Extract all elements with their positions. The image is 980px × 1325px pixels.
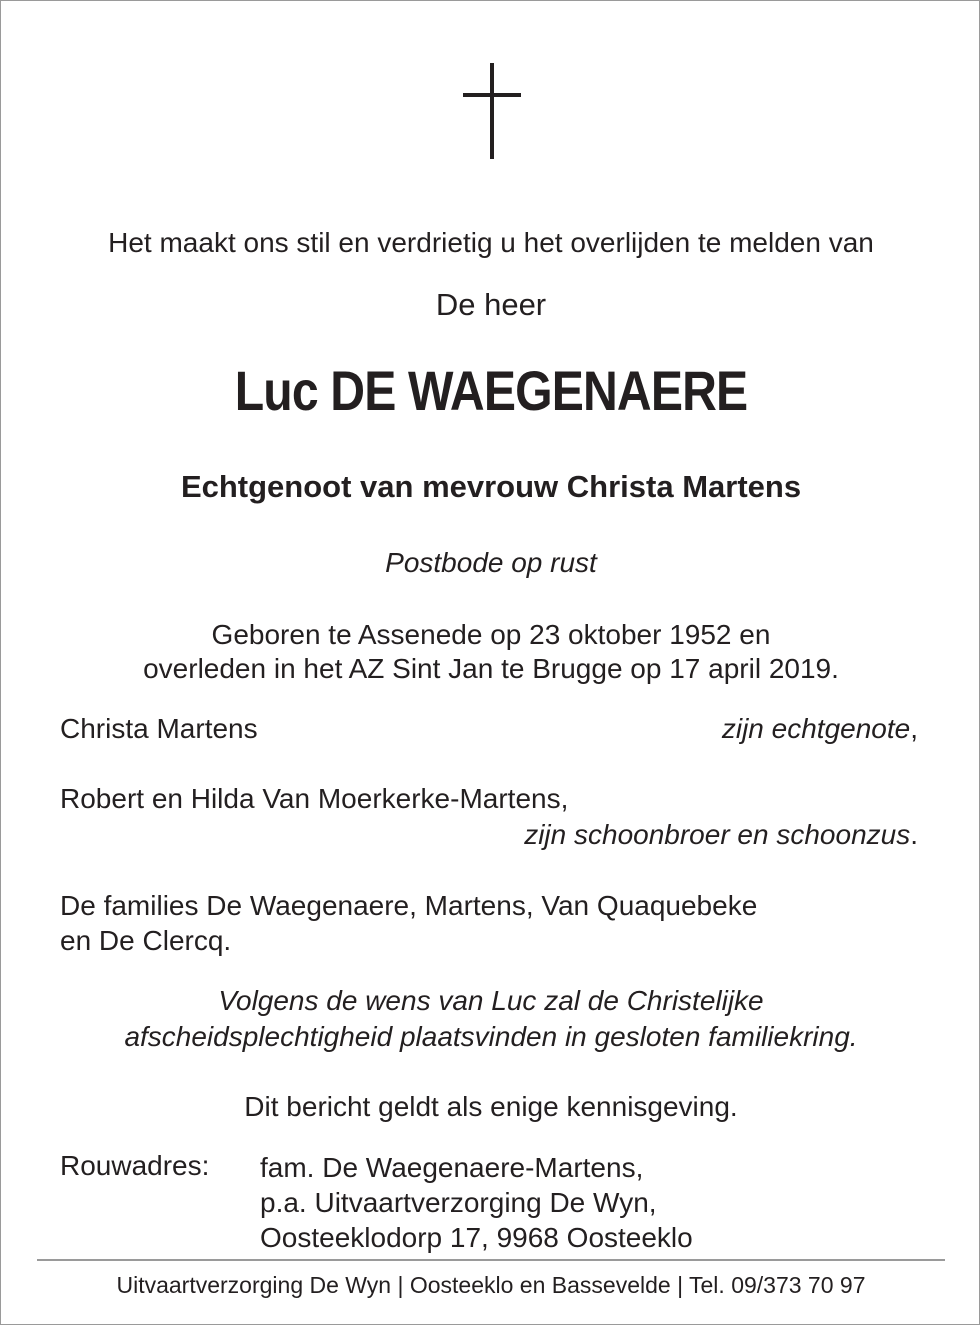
ceremony-wish	[1, 983, 980, 1055]
deceased-name: Luc DE WAEGENAERE	[234, 359, 748, 422]
birth-line: Geboren te Assenede op 23 oktober 1952 en	[211, 619, 771, 650]
address-line: Oosteeklodorp 17, 9968 Oosteeklo	[260, 1222, 693, 1253]
mourner-row	[60, 783, 918, 855]
footer-funeral-home: Uitvaartverzorging De Wyn | Oosteeklo en Bassevelde | Tel. 09/373 70 97	[116, 1272, 866, 1298]
address-line: p.a. Uitvaartverzorging De Wyn,	[260, 1187, 657, 1218]
address-line: fam. De Waegenaere-Martens,	[260, 1152, 644, 1183]
wish-line: afscheidsplechtigheid plaatsvinden in gesloten familiekring.	[124, 1021, 858, 1052]
mourner-row	[60, 713, 918, 749]
occupation: Postbode op rust	[385, 547, 597, 578]
spouse-line: Echtgenoot van mevrouw Christa Martens	[180, 469, 802, 504]
notice-text: Dit bericht geldt als enige kennisgeving.	[244, 1091, 738, 1122]
mourner-name: Robert en Hilda Van Moerkerke-Martens,	[60, 783, 569, 814]
mourner-relation: zijn schoonbroer en schoonzus.	[524, 819, 918, 850]
intro-text: Het maakt ons stil en verdrietig u het overlijden te melden van	[108, 227, 874, 258]
honorific: De heer	[435, 287, 547, 322]
address-label: Rouwadres:	[60, 1150, 210, 1181]
mourner-name: Christa Martens	[60, 713, 258, 744]
punctuation: ,	[910, 713, 918, 744]
mourner-relation: zijn echtgenote,	[721, 713, 918, 744]
wish-line: Volgens de wens van Luc zal de Christelijke	[218, 985, 764, 1016]
cross-icon	[463, 63, 521, 159]
divider	[37, 1259, 945, 1261]
families-line: en De Clercq.	[60, 925, 232, 956]
mourning-address	[260, 1150, 693, 1255]
death-line: overleden in het AZ Sint Jan te Brugge op 17 april 2019.	[143, 653, 839, 684]
punctuation: .	[910, 819, 918, 850]
birth-death-info	[1, 618, 980, 686]
families	[60, 888, 918, 958]
families-line: De families De Waegenaere, Martens, Van Quaquebeke	[60, 890, 758, 921]
